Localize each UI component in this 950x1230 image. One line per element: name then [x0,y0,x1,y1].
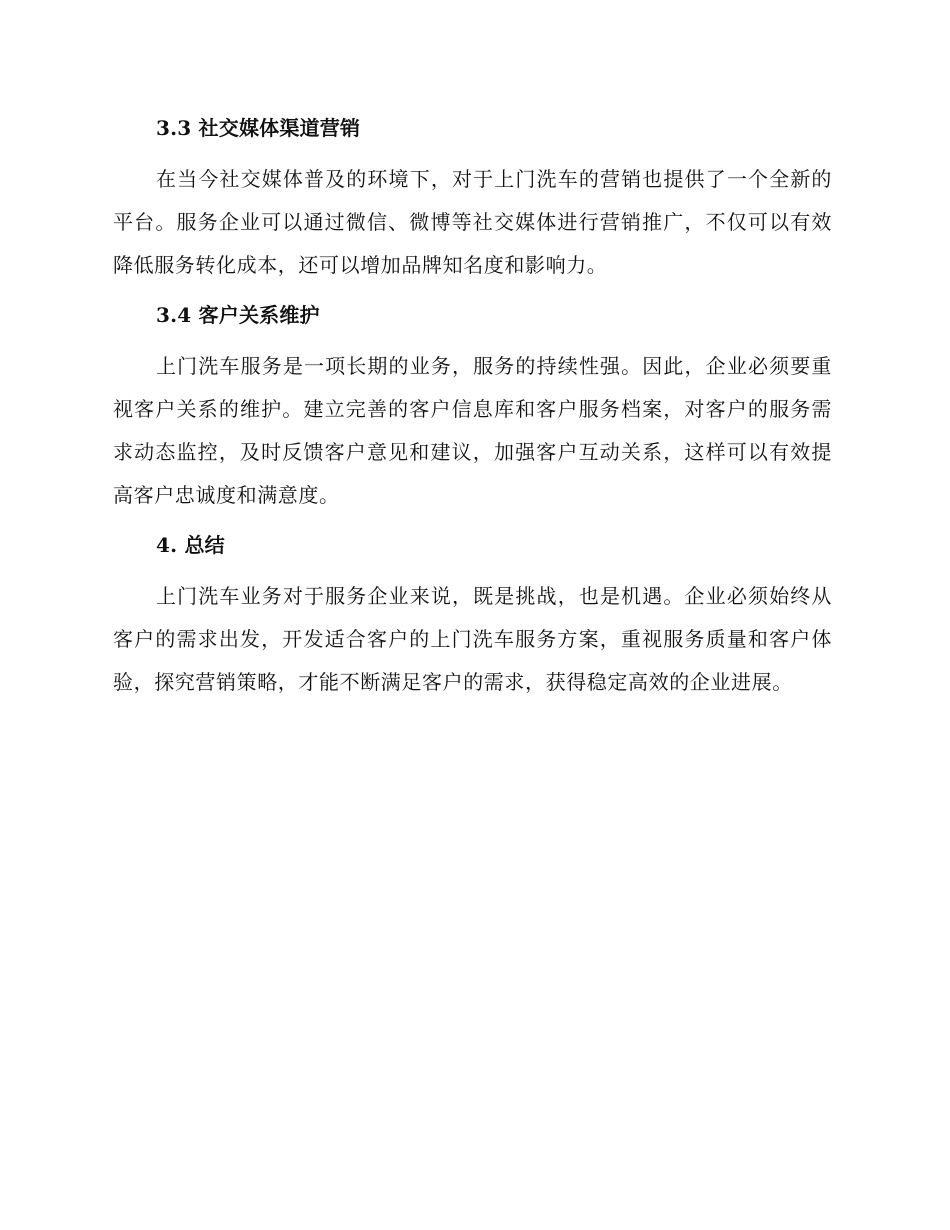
section-heading: 3.4 客户关系维护 [156,303,320,327]
section-summary [113,529,832,704]
section-customer-relationship [113,299,832,517]
section-paragraph: 上门洗车服务是一项长期的业务，服务的持续性强。因此，企业必须要重视客户关系的维护。建立完善的客户信息库和客户服务档案，对客户的服务需求动态监控，及时反馈客户意见和建议，加强客户互动关系，这样可以有效提高客户忠诚度和满意度。 [113,354,832,507]
section-paragraph: 在当今社交媒体普及的环境下，对于上门洗车的营销也提供了一个全新的平台。服务企业可以通过微信、微博等社交媒体进行营销推广，不仅可以有效降低服务转化成本，还可以增加品牌知名度和影响力。 [113,167,832,277]
section-heading: 3.3 社交媒体渠道营销 [156,116,361,140]
section-social-media-marketing [113,112,832,287]
section-paragraph: 上门洗车业务对于服务企业来说，既是挑战，也是机遇。企业必须始终从客户的需求出发，开发适合客户的上门洗车服务方案，重视服务质量和客户体验，探究营销策略，才能不断满足客户的需求，获得稳定高效的企业进展。 [113,584,832,694]
section-heading: 4. 总结 [156,533,225,557]
